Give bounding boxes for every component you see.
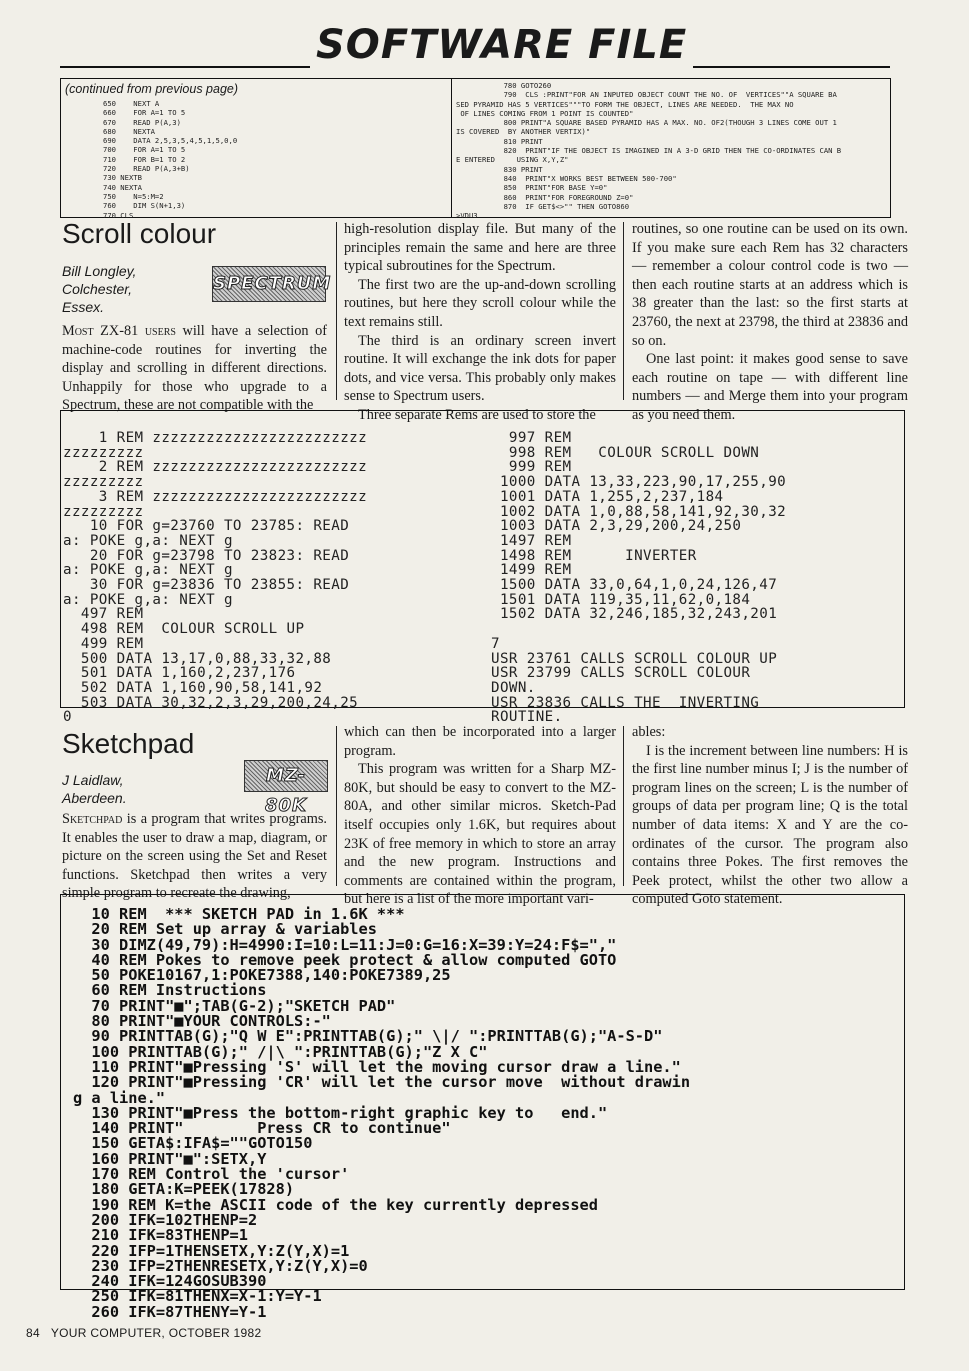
column-rule: [623, 222, 624, 400]
page-footer: [26, 1326, 261, 1340]
col2-p1: high-resolution display file. But many of the principles remain the same and here are three typical subroutines for the Spectrum.: [344, 221, 616, 275]
spectrum-listing-left: 1 REM zzzzzzzzzzzzzzzzzzzzzzzz zzzzzzzzz 2 REM zzzzzzzzzzzzzzzzzzzzzzzz zzzzzzzzz 3 REM zzzzzzzzzzzzzzzzzzzzzzzz zzzzzzzzz 10 FOR g=23760 TO 23785: READ a: POKE g,a: NEXT g 20 FOR g=23798 TO 23823: READ a: POKE g,a: NEXT g 30 FOR g=23836 TO 23855: READ a: POKE g,a: NEXT g 497 REM 498 REM COLOUR SCROLL UP 499 REM 500 DATA 13,17,0,88,33,32,88 501 DATA 1,160,2,237,176 502 DATA 1,160,90,58,141,92 503 DATA 30,32,2,3,29,200,24,25 0: [63, 430, 368, 726]
author-town: Colchester,: [62, 281, 133, 297]
continued-listing-right: [450, 78, 891, 221]
column-rule: [623, 726, 624, 886]
col3-p2: I is the increment between line numbers: H is the first line number minus I; J is the number of program lines on the screen; L is the number of groups of data per program line; Q is the total number of data items: X and Y are the co-ordinates of the cursor. The program also contains three Pokes. The first removes the Peek protect, whilst the other two allow a computed Goto statement.: [632, 742, 908, 908]
col2-p1: which can then be incorporated into a larger program.: [344, 724, 616, 759]
spectrum-listing-right: 997 REM 998 REM COLOUR SCROLL DOWN 999 REM 1000 DATA 13,33,223,90,17,255,90 1001 DATA 1,255,2,237,184 1002 DATA 1,0,88,58,141,92,30,32 1003 DATA 2,3,29,200,24,250 1497 REM 1498 REM INVERTER 1499 REM 1500 DATA 33,0,64,1,0,24,126,47 1501 DATA 119,35,11,62,0,184 1502 DATA 32,246,185,32,243,201 7 USR 23761 CALLS SCROLL COLOUR UP USR 23799 CALLS SCROLL COLOUR DOWN. USR 23836 CALLS THE INVERTING ROUTINE.: [491, 430, 787, 726]
col2-p4: Three separate Rems are used to store the: [358, 406, 596, 423]
scroll-colour-col1: [62, 322, 327, 415]
sketchpad-byline: [62, 771, 127, 807]
sketchpad-listing: 10 REM *** SKETCH PAD in 1.6K *** 20 REM Set up array & variables 30 DIMZ(49,79):H=4990:I=10:L=11:J=0:G=16:X=39:Y=24:F$="," 40 REM Pokes to remove peek protect & allow computed GOTO 50 POKE10167,1:POKE7388,140:POKE7389,25 60 REM Instructions 70 PRINT"■";TAB(G-2);"SKETCH PAD" 80 PRINT"■YOUR CONTROLS:-" 90 PRINTTAB(G);"Q W E":PRINTTAB(G);" \|/ ":PRINTTAB(G);"A-S-D" 100 PRINTTAB(G);" /|\ ":PRINTTAB(G);"Z X C" 110 PRINT"■Pressing 'S' will let the moving cursor draw a line." 120 PRINT"■Pressing 'CR' will let the cursor move without drawin g a line." 130 PRINT"■Press the bottom-right graphic key to end." 140 PRINT" Press CR to continue" 150 GETA$:IFA$=""GOTO150 160 PRINT"■":SETX,Y 170 REM Control the 'cursor' 180 GETA:K=PEEK(17828) 190 REM K=the ASCII code of the key currently depressed 200 IFK=102THENP=2 210 IFK=83THENP=1 220 IFP=1THENSETX,Y:Z(Y,X)=1 230 IFP=2THENRESETX,Y:Z(Y,X)=0 240 IFK=124GOSUB390 250 IFK=81THENX=X-1:Y=Y-1 260 IFK=87THENY=Y-1: [73, 905, 691, 1321]
lead-in: Most ZX-81 users: [62, 323, 176, 339]
sketchpad-col3: [632, 723, 908, 909]
scroll-colour-byline: [62, 262, 136, 316]
masthead-title: SOFTWARE FILE: [310, 18, 693, 72]
col1-text: will have a selection of machine-code routines for inverting the display and scrolling in different directions. Unhappily for those who upgrade to a Spectrum, these are not compatible with the: [62, 323, 327, 414]
sketchpad-title: Sketchpad: [62, 728, 195, 759]
scroll-colour-col3: [632, 220, 908, 425]
author-name: Bill Longley,: [62, 263, 137, 279]
continued-listing-left: [60, 78, 452, 218]
scroll-colour-title: Scroll colour: [62, 218, 217, 249]
spectrum-badge: SPECTRUM: [212, 266, 326, 302]
masthead: [60, 18, 890, 72]
col1-text: is a program that writes programs. It enables the user to draw a map, diagram, or picture on the screen using the Set and Reset functions. Sketchpad then writes a very simple program to recreate the drawing,: [62, 811, 327, 902]
sketchpad-col1: [62, 810, 327, 903]
column-rule: [336, 726, 337, 886]
col3-p1: routines, so one routine can be used on its own. If you make sure each Rem has 32 characters — remember a colour control code is two — then each routine starts at an address which is 38 greater than the last: so the first starts at 23760, the next at 23798, the third at 23836 and so on.: [632, 221, 908, 349]
author-county: Essex.: [62, 299, 105, 315]
publication-line: YOUR COMPUTER, OCTOBER 1982: [50, 1326, 262, 1340]
continued-note: (continued from previous page): [65, 82, 239, 96]
scroll-colour-col2: [344, 220, 616, 425]
listing-left-lines: 650 NEXT A 660 FOR A=1 TO 5 670 READ P(A,3) 680 NEXTA 690 DATA 2,5,3,5,4,5,1,5,0,0 700 FOR A=1 TO 5 710 FOR B=1 TO 2 720 READ P(A,3+B) 730 NEXTB 740 NEXTA 750 N=5:M=2 760 DIM S(N+1,3) 770 CLS: [103, 99, 238, 220]
sketchpad-listing-box: [60, 894, 905, 1321]
col3-p1: ables:: [632, 724, 666, 740]
page-number: 84: [26, 1326, 40, 1340]
col2-p3: The third is an ordinary screen invert routine. It will exchange the ink dots for paper dots, and vice versa. This probably only makes sense to Spectrum users.: [344, 332, 616, 405]
author-town: Aberdeen.: [62, 790, 127, 806]
lead-in: Sketchpad: [62, 811, 123, 827]
listing-right-lines: 780 GOTO260 790 CLS :PRINT"FOR AN INPUTED OBJECT COUNT THE NO. OF VERTICES""A SQUARE BA SED PYRAMID HAS 5 VERTICES"""TO FORM THE OBJECT, LINES ARE NEEDED. THE MAX NO OF LINES COMING FROM 1 POINT IS COUNTED" 800 PRINT"A SQUARE BASED PYRAMID HAS A MAX. NO. OF2(THOUGH 3 LINES COME OUT 1 IS COVERED BY ANOTHER VERTIX)" 810 PRINT 820 PRINT"IF THE OBJECT IS IMAGINED IN A 3-D GRID THEN THE CO-ORDINATES CAN B E ENTERED USING X,Y,Z" 830 PRINT 840 PRINT"X WORKS BEST BETWEEN 500-700" 850 PRINT"FOR BASE Y=0" 860 PRINT"FOR FOREGROUND Z=0" 870 IF GET$<>"" THEN GOTO860 >VDU3: [456, 81, 842, 221]
col3-p2: One last point: it makes good sense to save each routine on tape — with different line numbers — and Merge them into your program as you need them.: [632, 351, 908, 423]
author-name: J Laidlaw,: [62, 772, 124, 788]
col2-p2: This program was written for a Sharp MZ-80K, but should be easy to convert to the MZ-80A, and other similar micros. Sketch-Pad itself occupies only 1.6K, but requires about 23K of free memory in which to store an array and the new program. Instructions and comments are contained within the program, but here is a list of the more important vari-: [344, 761, 616, 908]
mz80k-badge: MZ-80K: [244, 760, 328, 792]
col2-p2: The first two are the up-and-down scrolling routines, but here they scroll colour while the text remains still.: [344, 276, 616, 330]
spectrum-listing-box: [60, 410, 905, 726]
sketchpad-col2: [344, 723, 616, 909]
column-rule: [336, 222, 337, 400]
